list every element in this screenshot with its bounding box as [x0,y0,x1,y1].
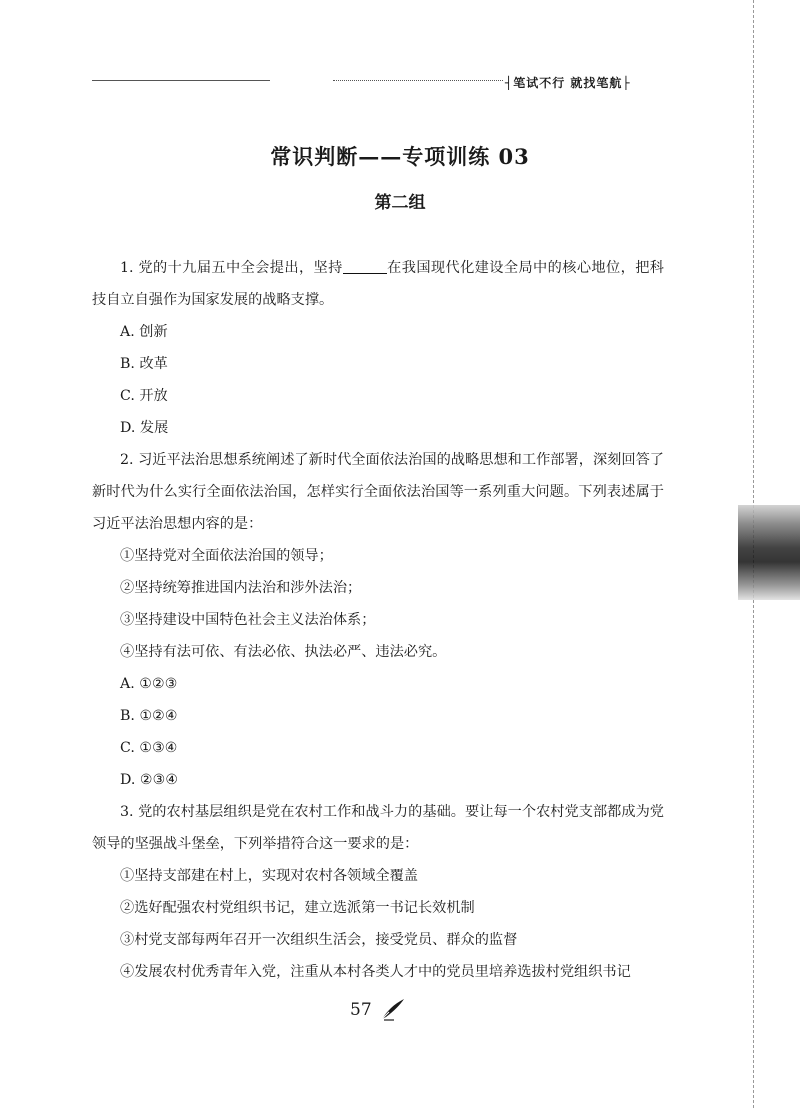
question-3-statement-1: ①坚持支部建在村上，实现对农村各领域全覆盖 [120,868,418,884]
question-content [92,252,664,988]
header-slogan-text: 笔试不行 就找笔航 [513,76,623,90]
question-2-statement-4: ④坚持有法可依、有法必依、执法必严、违法必究。 [120,644,447,660]
question-3-statement-3: ③村党支部每两年召开一次组织生活会，接受党员、群众的监督 [120,932,518,948]
page-number: 57 [350,1000,372,1020]
question-1-option-b: B. 改革 [120,356,168,372]
question-2-option-a: A. ①②③ [120,676,178,692]
question-2-option-d: D. ②③④ [120,772,179,788]
header-rule-left [92,80,270,81]
header-rule-dotted [333,80,503,81]
header-slogan: ┤笔试不行 就找笔航├ [505,76,631,90]
question-1-option-d: D. 发展 [120,420,169,436]
page-title: 常识判断——专项训练 03 [270,144,530,169]
question-2-statement-1: ①坚持党对全面依法治国的领导； [120,548,333,564]
section-subtitle: 第二组 [374,193,426,213]
question-3-statement-4: ④发展农村优秀青年入党，注重从本村各类人才中的党员里培养选拔村党组织书记 [120,964,631,980]
question-1-option-c: C. 开放 [120,388,168,404]
question-2-stem: 2. 习近平法治思想系统阐述了新时代全面依法治国的战略思想和工作部署，深刻回答了新时代为什么实行全面依法治国，怎样实行全面依法治国等一系列重大问题。下列表述属于习近平法治思想内容的是： [92,452,664,532]
question-2-statement-2: ②坚持统筹推进国内法治和涉外法治； [120,580,362,596]
answer-blank [343,258,387,274]
question-1-option-a: A. 创新 [120,324,168,340]
question-2-option-c: C. ①③④ [120,740,178,756]
question-3-stem: 3. 党的农村基层组织是党在农村工作和战斗力的基础。要让每一个农村党支部都成为党领导的坚强战斗堡垒，下列举措符合这一要求的是： [92,804,664,852]
question-3-statement-2: ②选好配强农村党组织书记，建立选派第一书记长效机制 [120,900,475,916]
question-1-stem: 1. 党的十九届五中全会提出，坚持 在我国现代化建设全局中的核心地位，把科技自立自强作为国家发展的战略支撑。 [92,260,664,308]
question-2-statement-3: ③坚持建设中国特色社会主义法治体系； [120,612,376,628]
question-2-option-b: B. ①②④ [120,708,178,724]
scan-shadow-mark [738,505,800,600]
feather-pen-icon [380,997,406,1021]
